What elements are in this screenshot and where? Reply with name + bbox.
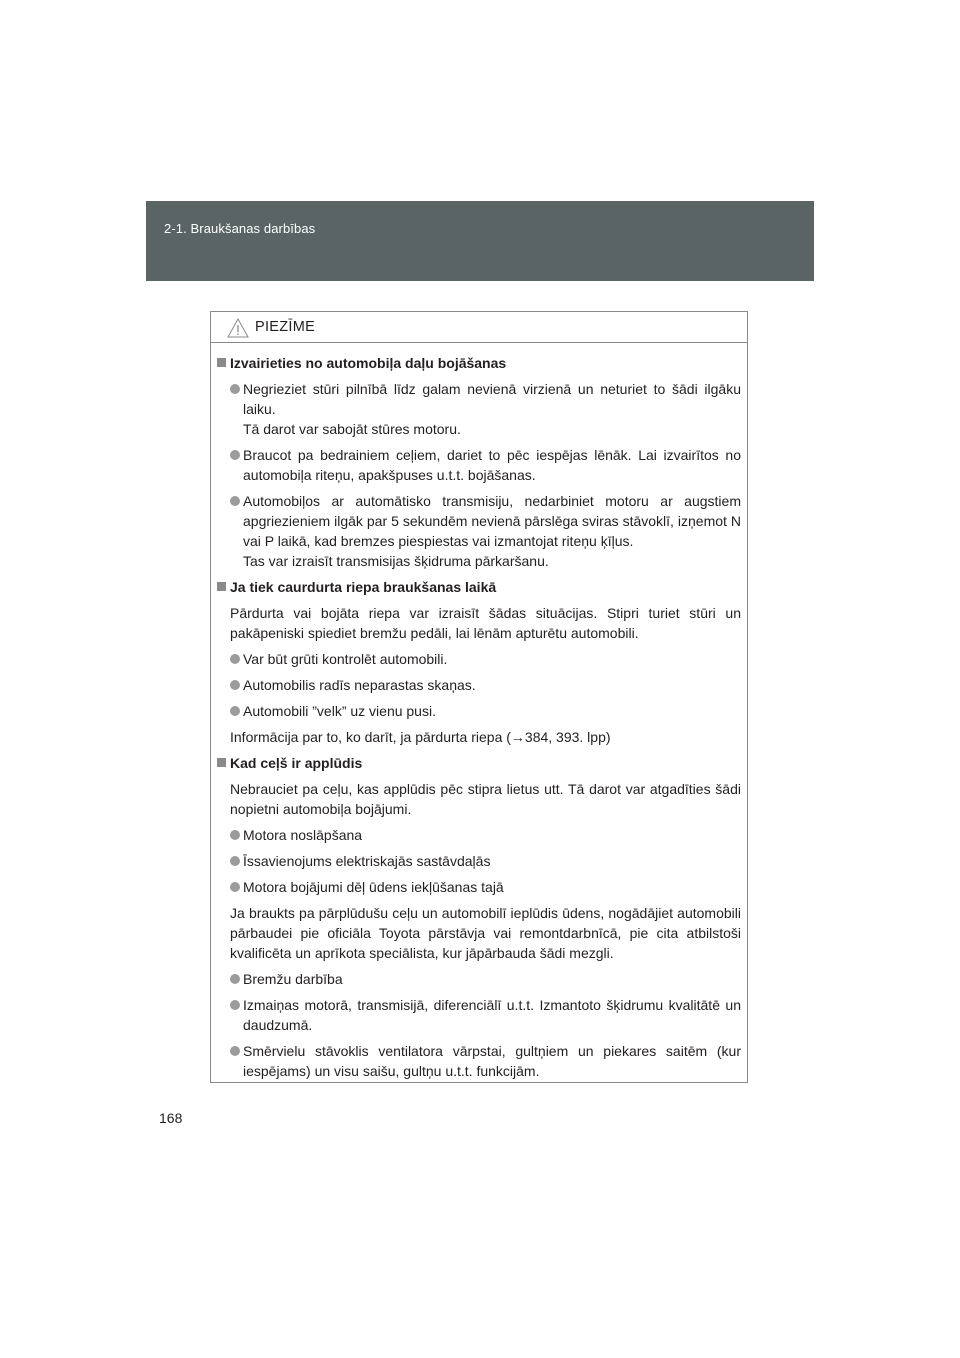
circle-bullet-icon xyxy=(230,654,240,664)
circle-bullet-icon xyxy=(230,830,240,840)
bullet-item xyxy=(217,649,741,669)
bullet-item xyxy=(217,995,741,1035)
text-line: Motora bojājumi dēļ ūdens iekļūšanas tajā xyxy=(243,879,504,895)
text-line: Motora noslāpšana xyxy=(243,827,363,843)
bullet-item xyxy=(217,379,741,439)
text-line: Īssavienojums elektriskajās sastāvdaļās xyxy=(243,853,491,869)
circle-bullet-icon xyxy=(230,1000,240,1010)
square-bullet-icon xyxy=(217,758,226,767)
bullet-item xyxy=(217,877,741,897)
circle-bullet-icon xyxy=(230,974,240,984)
text-line: Smērvielu stāvoklis ventilatora vārpstai, gultņiem un piekares saitēm (kur iespējams) un visu saišu, gultņu u.t.t. funkcijām. xyxy=(243,1043,741,1079)
section-heading-text: Izvairieties no automobiļa daļu bojāšanas xyxy=(230,355,507,371)
bullet-item xyxy=(217,675,741,695)
square-bullet-icon xyxy=(217,582,226,591)
notice-header xyxy=(211,312,747,343)
text-line: Nebrauciet pa ceļu, kas applūdis pēc stipra lietus utt. Tā darot var atgadīties šādi nopietni automobiļa bojājumi. xyxy=(230,781,741,817)
notice-body xyxy=(211,343,747,1081)
circle-bullet-icon xyxy=(230,856,240,866)
text-line: Bremžu darbība xyxy=(243,971,343,987)
text-line: Tas var izraisīt transmisijas šķidruma pārkaršanu. xyxy=(243,553,549,569)
section-heading xyxy=(217,753,741,773)
text-line: Ja braukts pa pārplūdušu ceļu un automobilī ieplūdis ūdens, nogādājiet automobili pārbaudei pie oficiāla Toyota pārstāvja vai remontdarbnīcā, pie cita atbilstoši kvalificēta un aprīkota speciālista, kur jāpārbauda šādi mezgli. xyxy=(230,905,741,961)
warning-triangle-icon xyxy=(227,318,249,338)
text-line: Izmaiņas motorā, transmisijā, diferenciālī u.t.t. Izmantoto šķidrumu kvalitātē un daudzumā. xyxy=(243,997,741,1033)
section-heading-text: Kad ceļš ir applūdis xyxy=(230,755,363,771)
circle-bullet-icon xyxy=(230,450,240,460)
bullet-item xyxy=(217,969,741,989)
paragraph xyxy=(217,727,741,747)
text-line: Automobili ”velk” uz vienu pusi. xyxy=(243,703,436,719)
bullet-item xyxy=(217,701,741,721)
text-line: Negrieziet stūri pilnībā līdz galam nevienā virzienā un neturiet to šādi ilgāku laiku. xyxy=(243,381,741,417)
circle-bullet-icon xyxy=(230,680,240,690)
circle-bullet-icon xyxy=(230,1046,240,1056)
text-line: Pārdurta vai bojāta riepa var izraisīt šādas situācijas. Stipri turiet stūri un pakāpeniski spiediet bremžu pedāli, lai lēnām apturētu automobili. xyxy=(230,605,741,641)
chapter-title: 2-1. Braukšanas darbības xyxy=(164,221,316,236)
text-line: Automobiļos ar automātisko transmisiju, nedarbiniet motoru ar augstiem apgriezieniem ilgāk par 5 sekundēm nevienā pārslēga sviras stāvoklī, izņemot N vai P laikā, kad bremzes piespiestas vai izmantojat riteņu ķīļus. xyxy=(243,493,741,549)
section-heading-text: Ja tiek caurdurta riepa braukšanas laikā xyxy=(230,579,497,595)
chapter-header-band xyxy=(146,201,814,281)
bullet-item xyxy=(217,445,741,485)
text-line: Braucot pa bedrainiem ceļiem, dariet to pēc iespējas lēnāk. Lai izvairītos no automobiļa riteņu, apakšpuses u.t.t. bojāšanas. xyxy=(243,447,741,483)
notice-title: PIEZĪME xyxy=(255,319,316,335)
paragraph xyxy=(217,779,741,819)
circle-bullet-icon xyxy=(230,496,240,506)
circle-bullet-icon xyxy=(230,882,240,892)
text-line: Informācija par to, ko darīt, ja pārdurta riepa (→384, 393. lpp) xyxy=(230,729,611,745)
bullet-item xyxy=(217,491,741,571)
paragraph xyxy=(217,603,741,643)
bullet-item xyxy=(217,1041,741,1081)
section-heading xyxy=(217,353,741,373)
bullet-item xyxy=(217,825,741,845)
text-line: Automobilis radīs neparastas skaņas. xyxy=(243,677,476,693)
circle-bullet-icon xyxy=(230,706,240,716)
text-line: Var būt grūti kontrolēt automobili. xyxy=(243,651,448,667)
bullet-item xyxy=(217,851,741,871)
paragraph xyxy=(217,903,741,963)
section-heading xyxy=(217,577,741,597)
notice-box xyxy=(210,311,748,1083)
page-number: 168 xyxy=(159,1110,183,1126)
circle-bullet-icon xyxy=(230,384,240,394)
text-line: Tā darot var sabojāt stūres motoru. xyxy=(243,421,461,437)
square-bullet-icon xyxy=(217,358,226,367)
